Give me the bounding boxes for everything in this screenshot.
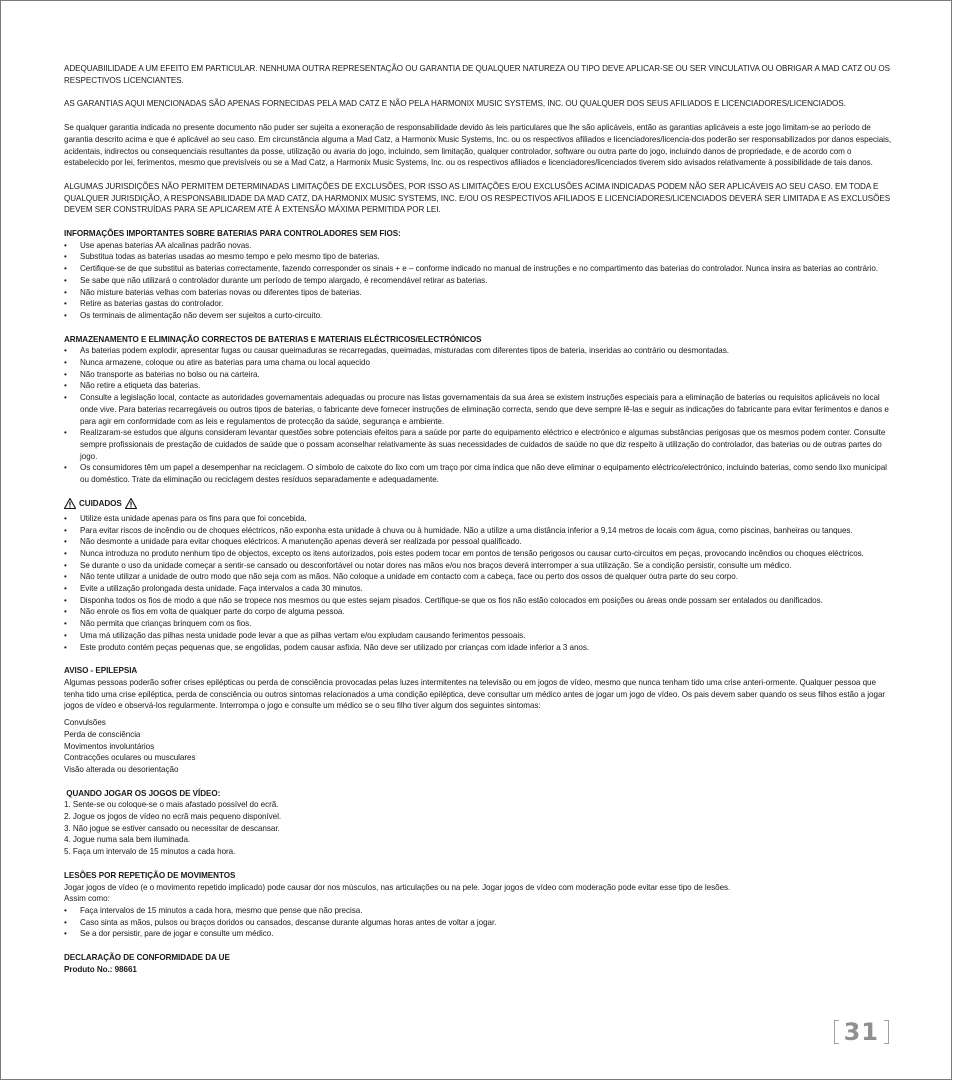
list-item: • Caso sinta as mãos, pulsos ou braços doridos ou cansados, descanse durante algumas horas antes de voltar a jogar. <box>64 917 892 929</box>
epilepsy-text: Algumas pessoas poderão sofrer crises epilépticas ou perda de consciência provocadas pelas luzes intermitentes na televisão ou em jogos de vídeo, mesmo que nunca tenham tido uma crise anteri-ormente. Qualquer pessoa que tenha tido uma crise epiléptica, perda de consciência ou outros sintomas relacionados a uma condição epiléptica, deve consultar um médico antes de jogar um jogo de vídeo. Os pais devem saber quando os seus filhos estão a jogar jogos de vídeo e observá-los regularmente. Interrompa o jogo e consulte um médico se o seu filho tiver algum dos seguintes sintomas: <box>64 677 886 711</box>
list-item: Contracções oculares ou musculares <box>64 753 196 763</box>
warranty-paragraph-1: ADEQUABIILIDADE A UM EFEITO EM PARTICULAR. NENHUMA OUTRA REPRESENTAÇÃO OU GARANTIA DE QUALQUER NATUREZA OU TIPO DEVE APLICAR-SE OU SER VINCULATIVA OU OBRIGAR A MAD CATZ OU OS RESPECTIVOS LICENCIANTES. <box>64 64 891 85</box>
list-item: • Use apenas baterias AA alcalinas padrão novas. <box>64 240 892 252</box>
product-number: Produto No.: 98661 <box>64 964 137 974</box>
cuidados-heading <box>64 498 137 510</box>
list-item: • Não enrole os fios em volta de qualquer parte do corpo de alguma pessoa. <box>64 606 892 618</box>
list-item: • Não tente utilizar a unidade de outro modo que não seja com as mãos. Não coloque a unidade em contacto com a cabeça, face ou perto dos ossos de qualquer outra parte do seu corpo. <box>64 571 892 583</box>
cuidados-heading-label: CUIDADOS <box>79 498 122 508</box>
bracket-right <box>884 1020 889 1044</box>
list-item: • Os consumidores têm um papel a desempenhar na reciclagem. O símbolo de caixote do lixo com um traço por cima indica que não deve eliminar o equipamento eléctrico/electrónico, incluindo baterias, como sendo lixo municipal ou doméstico. Trate da eliminação ou reciclagem destes resíduos separadamente e adequadamente. <box>64 462 892 485</box>
rsi-intro: Assim como: <box>64 894 110 904</box>
list-item: 4. Jogue numa sala bem iluminada. <box>64 835 191 845</box>
warning-triangle-icon <box>125 498 137 509</box>
list-item: • Não misture baterias velhas com baterias novas ou diferentes tipos de baterias. <box>64 287 892 299</box>
list-item: • Os terminais de alimentação não devem ser sujeitos a curto-circuito. <box>64 310 892 322</box>
when-playing-steps <box>64 799 892 858</box>
list-item: Convulsões <box>64 718 106 728</box>
rsi-list <box>64 905 892 940</box>
list-item: • Utilize esta unidade apenas para os fins para que foi concebida. <box>64 513 892 525</box>
warranty-paragraph-4: ALGUMAS JURISDIÇÕES NÃO PERMITEM DETERMINADAS LIMITAÇÕES DE EXCLUSÕES, POR ISSO AS LIMITAÇÕES E/OU EXCLUSÕES ACIMA INDICADAS PODEM NÃO SER APLICÁVEIS AO SEU CASO. EM TODA E QUALQUER JURISDIÇÃO, A RESPONSABILIDADE DA MAD CATZ, DA HARMONIX MUSIC SYSTEMS, INC. E/OU OS RESPECTIVOS AFILIADOS E LICENCIADORES/LICENCIADOS DEVERÁ SER LIMITADA E AS EXCLUSÕES DEVEM SER CONSTRUÍDAS PARA SE APLICAREM ATÉ À EXTENSÃO MÁXIMA PERMITIDA POR LEI. <box>64 181 891 215</box>
list-item: • Faça intervalos de 15 minutos a cada hora, mesmo que pense que não precisa. <box>64 905 892 917</box>
page-number <box>834 1018 889 1046</box>
list-item: • Não retire a etiqueta das baterias. <box>64 380 892 392</box>
list-item: Perda de consciência <box>64 729 141 739</box>
list-item: • Uma má utilização das pilhas nesta unidade pode levar a que as pilhas vertam e/ou expludam causando ferimentos pessoais. <box>64 630 892 642</box>
list-item: • As baterias podem explodir, apresentar fugas ou causar queimaduras se recarregadas, queimadas, misturadas com diferentes tipos de bateria, inseridas ao contrário ou desmontadas. <box>64 345 892 357</box>
page-content <box>64 63 892 975</box>
list-item: • Certifique-se de que substitui as baterias correctamente, fazendo corresponder os sinais + e – conforme indicado no manual de instruções e no compartimento das baterias do controlador. Nunca insira as baterias ao contrário. <box>64 263 892 275</box>
batteries-heading: INFORMAÇÕES IMPORTANTES SOBRE BATERIAS PARA CONTROLADORES SEM FIOS: <box>64 229 401 239</box>
declaration-heading: DECLARAÇÃO DE CONFORMIDADE DA UE <box>64 953 230 963</box>
page-number-value: 31 <box>843 1018 879 1046</box>
list-item: 5. Faça um intervalo de 15 minutos a cada hora. <box>64 847 236 857</box>
when-playing-heading: QUANDO JOGAR OS JOGOS DE VÍDEO: <box>64 788 221 798</box>
list-item: 3. Não jogue se estiver cansado ou necessitar de descansar. <box>64 823 280 833</box>
list-item: • Substitua todas as baterias usadas ao mesmo tempo e pelo mesmo tipo de baterias. <box>64 251 892 263</box>
list-item: • Realizaram-se estudos que alguns consideram levantar questões sobre potenciais efeitos para a saúde por parte do equipamento eléctrico e electrónico e algumas substâncias perigosas que os mesmos podem conter. Consulte sempre profissionais de prestação de cuidados de saúde que o possam aconselhar relativamente às suas necessidades de cuidados de saúde no que diz respeito à utilização do controlador, das baterias ou de outras partes do jogo. <box>64 427 892 462</box>
list-item: • Nunca armazene, coloque ou atire as baterias para uma chama ou local aquecido <box>64 357 892 369</box>
list-item: • Retire as baterias gastas do controlador. <box>64 298 892 310</box>
list-item: • Se a dor persistir, pare de jogar e consulte um médico. <box>64 928 892 940</box>
list-item: • Evite a utilização prolongada desta unidade. Faça intervalos a cada 30 minutos. <box>64 583 892 595</box>
list-item: • Não permita que crianças brinquem com os fios. <box>64 618 892 630</box>
batteries-list <box>64 240 892 322</box>
list-item: Visão alterada ou desorientação <box>64 764 179 774</box>
list-item: • Para evitar riscos de incêndio ou de choques eléctricos, não exponha esta unidade à chuva ou à humidade. Não a utilize a uma distância inferior a 9,14 metros de locais com água, como piscinas, banheiras ou tanques. <box>64 525 892 537</box>
symptoms-list <box>64 717 892 776</box>
list-item: • Este produto contém peças pequenas que, se engolidas, podem causar asfixia. Não deve ser utilizado por crianças com idade inferior a 3 anos. <box>64 642 892 654</box>
warranty-paragraph-2: AS GARANTIAS AQUI MENCIONADAS SÃO APENAS FORNECIDAS PELA MAD CATZ E NÃO PELA HARMONIX MUSIC SYSTEMS, INC. OU QUALQUER DOS SEUS AFILIADOS E LICENCIADORES/LICENCIADOS. <box>64 99 846 109</box>
list-item: • Se sabe que não utilizará o controlador durante um período de tempo alargado, é recomendável retirar as baterias. <box>64 275 892 287</box>
bracket-left <box>834 1020 839 1044</box>
list-item: • Se durante o uso da unidade começar a sentir-se cansado ou desconfortável ou notar dores nas mãos e/ou nos braços deverá interromper a sua utilização. Se a condição persistir, consulte um médico. <box>64 560 892 572</box>
storage-list <box>64 345 892 485</box>
cuidados-list <box>64 513 892 653</box>
list-item: 2. Jogue os jogos de vídeo no ecrã mais pequeno disponível. <box>64 812 282 822</box>
storage-heading: ARMAZENAMENTO E ELIMINAÇÃO CORRECTOS DE BATERIAS E MATERIAIS ELÉCTRICOS/ELECTRÓNICOS <box>64 334 482 344</box>
list-item: • Não transporte as baterias no bolso ou na carteira. <box>64 369 892 381</box>
warranty-paragraph-3: Se qualquer garantia indicada no presente documento não puder ser sujeita a exoneração de responsabilidade devido às leis particulares que lhe são aplicáveis, então as garantias aplicáveis a este jogo limitam-se ao período de garantia descrito acima e que é aplicável ao seu caso. Em circunstância alguma a Mad Catz, a Harmonix Music Systems, Inc. ou os respectivos afiliados e licenciadores/licencia-dos poderão ser responsabilizados por danos especiais, acidentais, indirectos ou consequenciais resultantes da posse, utilização ou avaria do jogo, incluindo, sem limitação, qualquer controlador, software ou outra parte do jogo, incluindo danos de propriedade, e de acordo com o estabelecido por lei, ferimentos, mesmo que previsíveis ou se a Mad Catz, a Harmonix Music Systems, Inc. ou os respectivos afiliados e licenciadores/licenciados tiverem sido avisados relativamente à possibilidade de tais danos. <box>64 123 892 168</box>
rsi-heading: LESÕES POR REPETIÇÃO DE MOVIMENTOS <box>64 870 236 880</box>
list-item: • Disponha todos os fios de modo a que não se tropece nos mesmos ou que estes sejam pisados. Certifique-se que os fios não estão colocados em posições ou áreas onde possam ser entalados ou danificados. <box>64 595 892 607</box>
warning-triangle-icon <box>64 498 76 509</box>
epilepsy-heading: AVISO - EPILEPSIA <box>64 666 138 676</box>
list-item: • Consulte a legislação local, contacte as autoridades governamentais adequadas ou procure nas listas governamentais da sua área se existem instruções especiais para a eliminação de baterias ou requisitos aplicáveis no local onde vive. Para baterias recarregáveis ou outros tipos de baterias, o fabricante deve fornecer instruções de eliminação correcta, sendo que deve sempre lê-las e seguir as indicações do fabricante para evitar ferimentos e danos e para agir em conformidade com as leis e regulamentos de protecção da saúde, segurança e ambiente. <box>64 392 892 427</box>
list-item: Movimentos involuntários <box>64 741 155 751</box>
list-item: • Nunca introduza no produto nenhum tipo de objectos, excepto os itens autorizados, pois estes podem tocar em pontos de tensão perigosos ou causar curto-circuitos em peças, provocando incêndios ou choques eléctricos. <box>64 548 892 560</box>
list-item: 1. Sente-se ou coloque-se o mais afastado possível do ecrã. <box>64 800 279 810</box>
list-item: • Não desmonte a unidade para evitar choques eléctricos. A manutenção apenas deverá ser realizada por pessoal qualificado. <box>64 536 892 548</box>
rsi-text: Jogar jogos de vídeo (e o movimento repetido implicado) pode causar dor nos músculos, nas articulações ou na pele. Jogar jogos de vídeo com moderação pode evitar esse tipo de lesões. <box>64 882 731 892</box>
